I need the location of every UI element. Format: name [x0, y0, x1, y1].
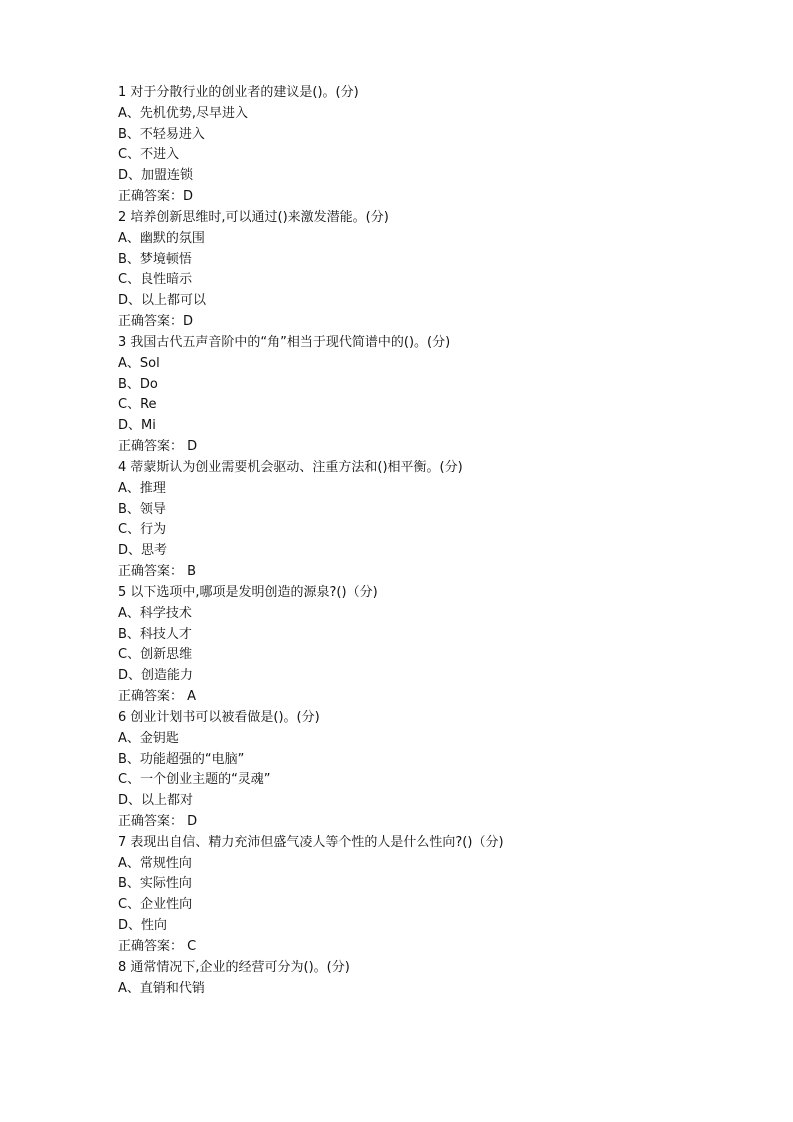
question-stem: 6 创业计划书可以被看做是()。(分)	[118, 709, 320, 725]
document-body	[118, 83, 504, 999]
answer-option: C、一个创业主题的“灵魂”	[118, 772, 271, 788]
answer-option: D、创造能力	[118, 668, 194, 684]
correct-answer: 正确答案：D	[118, 314, 194, 330]
correct-answer: 正确答案： C	[118, 938, 197, 954]
question-stem: 1 对于分散行业的创业者的建议是()。(分)	[118, 85, 359, 100]
answer-option: A、金钥匙	[118, 730, 179, 746]
answer-option: A、Sol	[118, 355, 160, 371]
question-stem: 5 以下选项中,哪项是发明创造的源泉?()（分)	[118, 584, 378, 600]
answer-option: C、创新思维	[118, 647, 193, 663]
question-stem: 7 表现出自信、精力充沛但盛气凌人等个性的人是什么性向?()（分)	[118, 834, 504, 850]
correct-answer: 正确答案： B	[118, 564, 197, 580]
answer-option: B、科技人才	[118, 626, 192, 642]
answer-option: A、常规性向	[118, 855, 192, 871]
answer-option: C、不进入	[118, 147, 180, 163]
correct-answer: 正确答案： D	[118, 813, 198, 829]
answer-option: A、科学技术	[118, 605, 192, 621]
question-stem: 8 通常情况下,企业的经营可分为()。(分)	[118, 959, 350, 975]
question-stem: 3 我国古代五声音阶中的“角”相当于现代简谱中的()。(分)	[118, 334, 451, 350]
answer-option: A、推理	[118, 480, 166, 496]
answer-option: B、实际性向	[118, 876, 192, 892]
answer-option: B、梦境顿悟	[118, 251, 192, 267]
answer-option: A、幽默的氛围	[118, 230, 205, 246]
correct-answer: 正确答案： A	[118, 689, 197, 705]
answer-option: D、加盟连锁	[118, 168, 194, 184]
answer-option: B、功能超强的“电脑”	[118, 751, 245, 767]
answer-option: C、企业性向	[118, 897, 193, 913]
answer-option: D、Mi	[118, 418, 156, 434]
question-stem: 2 培养创新思维时,可以通过()来激发潜能。(分)	[118, 209, 389, 225]
correct-answer: 正确答案：D	[118, 189, 194, 205]
correct-answer: 正确答案： D	[118, 439, 198, 455]
question-stem: 4 蒂蒙斯认为创业需要机会驱动、注重方法和()相平衡。(分)	[118, 459, 463, 475]
answer-option: C、良性暗示	[118, 272, 193, 288]
answer-option: C、行为	[118, 522, 167, 538]
answer-option: B、Do	[118, 376, 158, 392]
answer-option: A、先机优势,尽早进入	[118, 105, 249, 121]
answer-option: D、性向	[118, 918, 168, 934]
answer-option: C、Re	[118, 397, 157, 413]
answer-option: B、不轻易进入	[118, 126, 205, 142]
answer-option: D、以上都可以	[118, 293, 207, 309]
answer-option: B、领导	[118, 501, 166, 517]
answer-option: A、直销和代销	[118, 980, 205, 996]
answer-option: D、思考	[118, 543, 168, 559]
answer-option: D、以上都对	[118, 793, 194, 809]
